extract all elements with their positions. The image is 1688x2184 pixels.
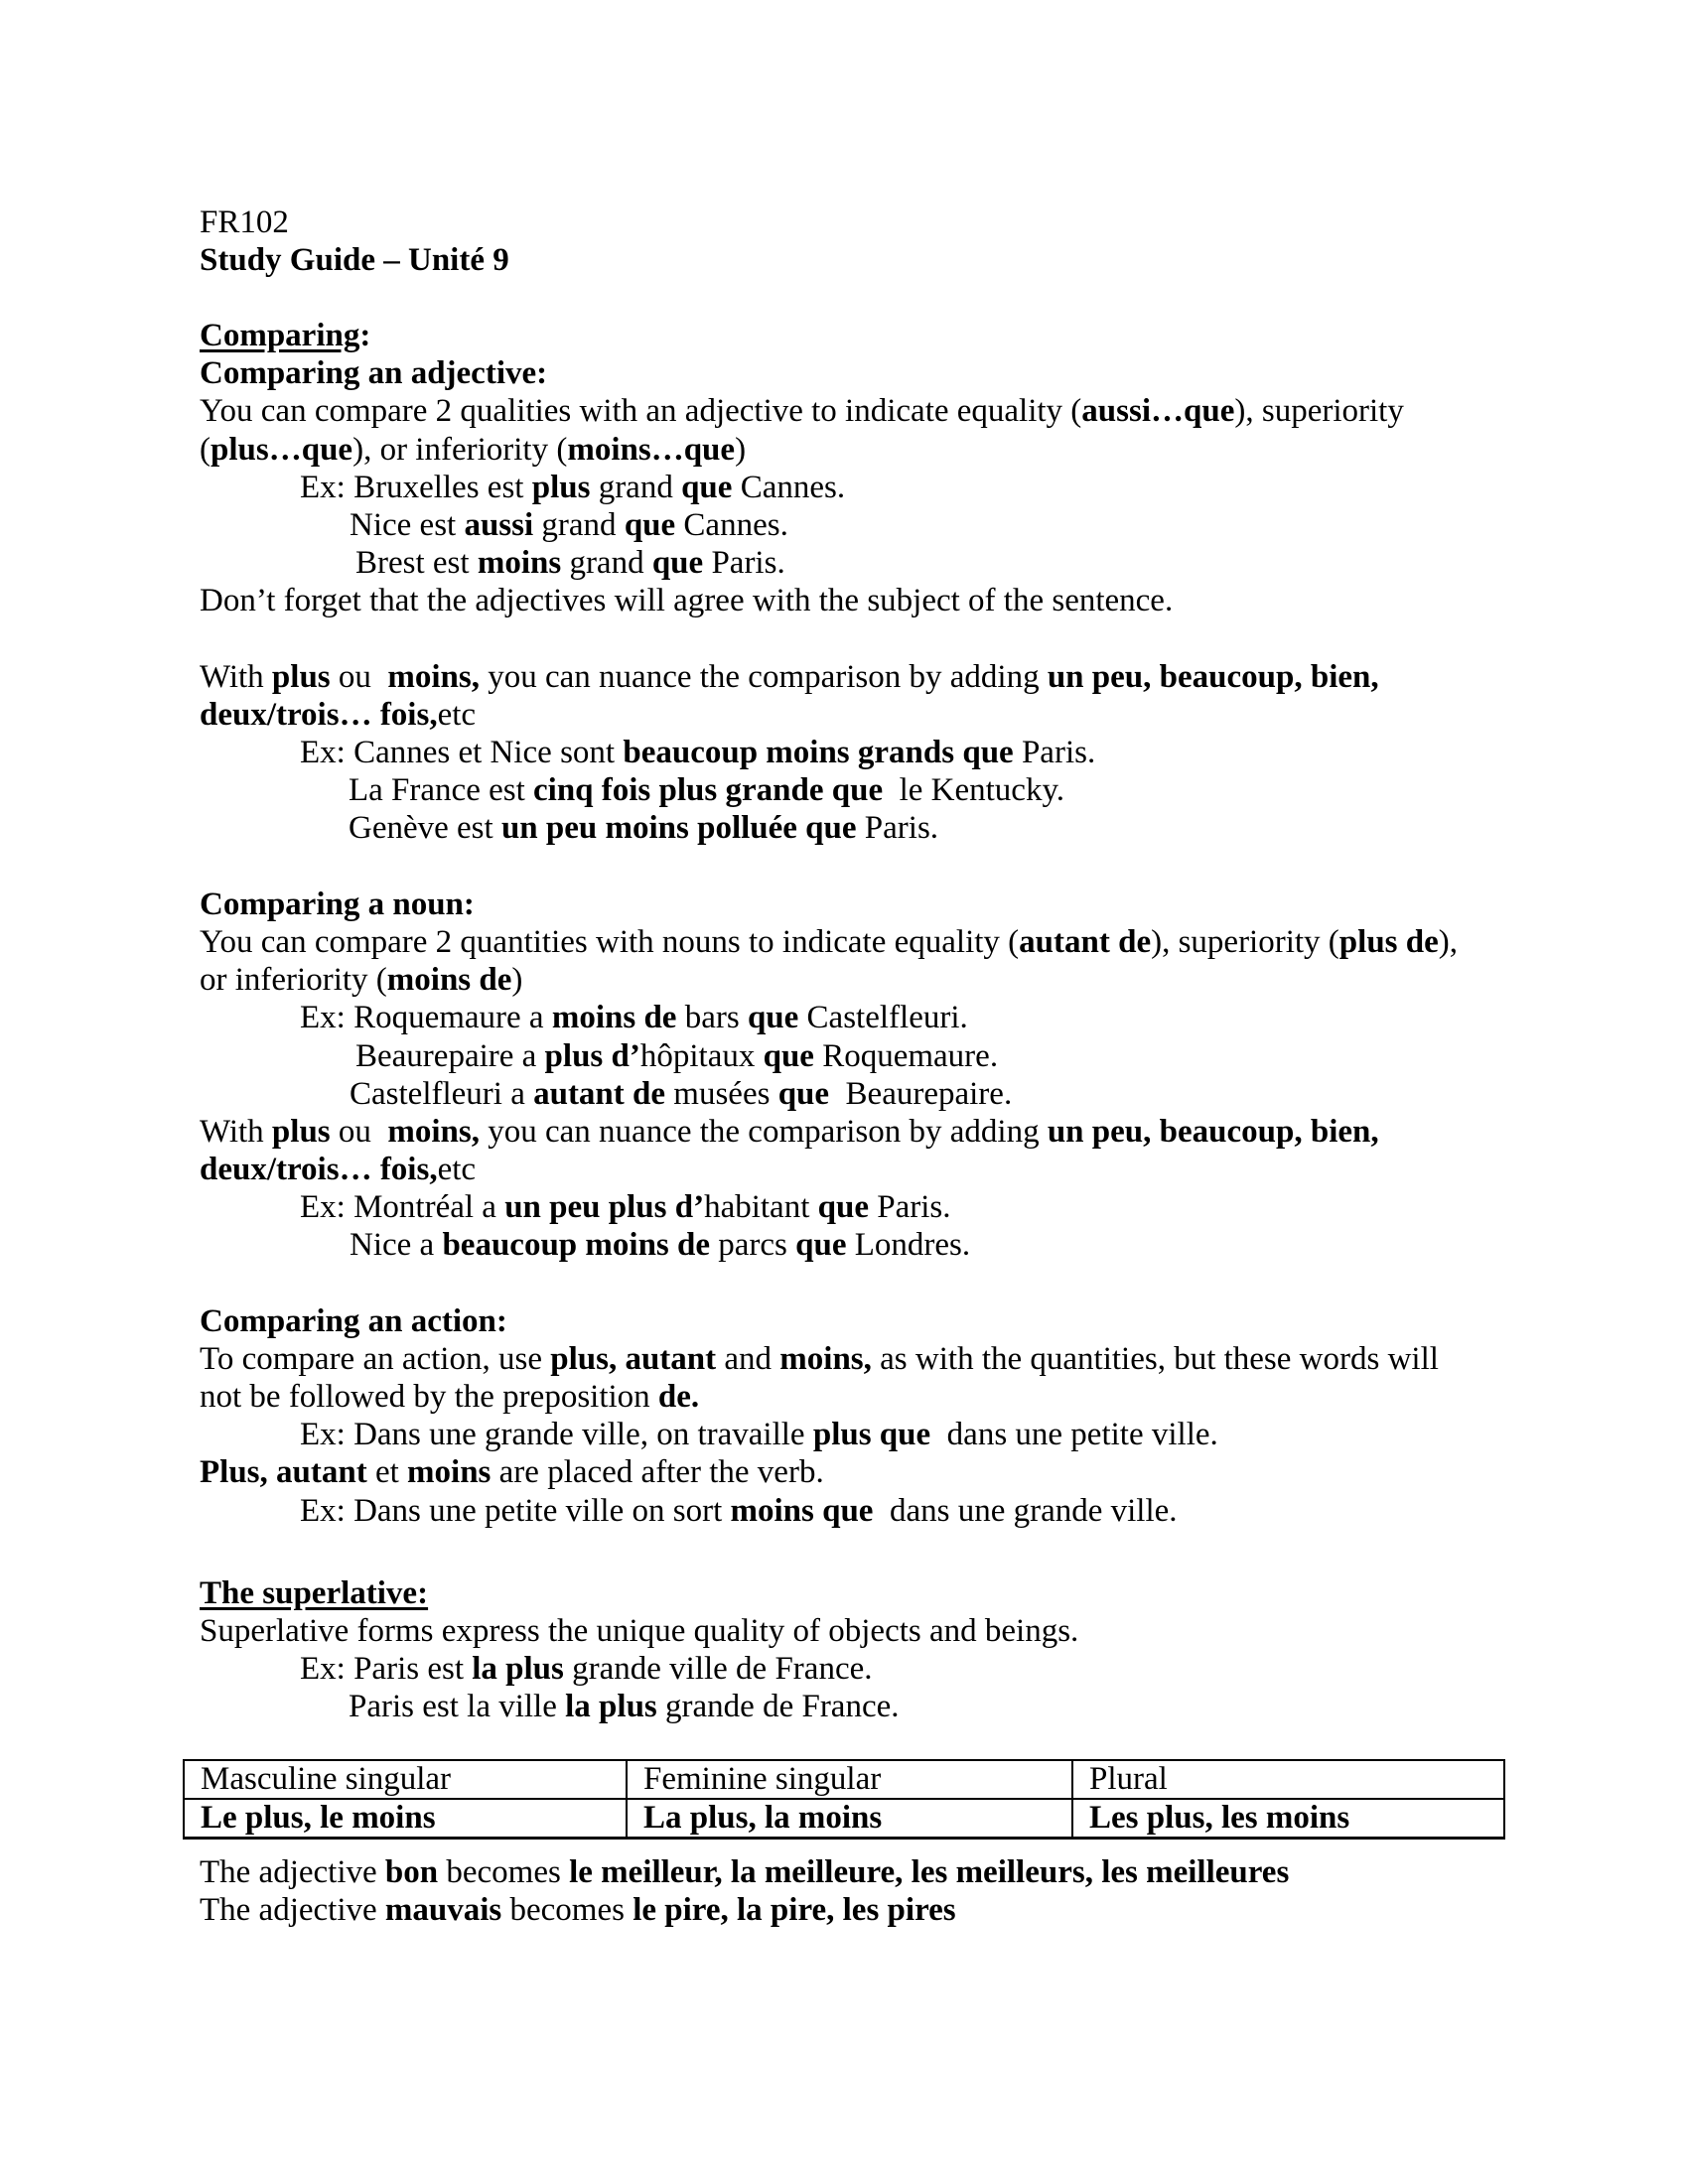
text: Ex: Dans une petite ville on sort [300,1493,731,1529]
noun-intro-1 [200,923,1458,961]
bold-text: beaucoup moins de [442,1227,711,1263]
bold-text: de. [657,1379,700,1415]
bon-note [200,1853,1289,1891]
text: dans une grande ville. [873,1493,1178,1529]
adj-intro-1 [200,392,1404,430]
text: et [366,1454,408,1490]
text: ( [200,432,211,468]
adj-nuance-ex-1 [300,734,1095,771]
adj-nuance-ex-2 [349,771,1064,809]
bold-text: Comparing an adjective: [200,355,548,391]
bold-text: un peu, beaucoup, bien, [1047,659,1379,695]
action-ex-2 [300,1492,1178,1530]
bold-text: mauvais [384,1892,502,1928]
section-superlative [200,1574,428,1612]
text: ), superiority [1234,393,1404,429]
table-header-masculine: Masculine singular [184,1760,627,1799]
bold-text: plus, autant [550,1341,717,1377]
bold-text: que [747,1000,799,1035]
heading-noun [200,886,475,923]
text: Paris. [868,1189,951,1225]
noun-nuance-2 [200,1151,476,1188]
heading-adjective [200,354,547,392]
text: hôpitaux [639,1038,764,1074]
noun-intro-2 [200,961,522,999]
text: Don’t forget that the adjectives will agree with the subject of the sentence. [200,583,1174,618]
bold-text: plus de [1338,924,1439,960]
adj-ex-1 [300,469,845,506]
noun-ex-2 [355,1037,998,1075]
bold-text: la plus [565,1689,657,1724]
table-header-plural: Plural [1072,1760,1504,1799]
text: are placed after the verb. [491,1454,824,1490]
bold-text: que [777,1076,830,1112]
bold-text: moins de [386,962,512,998]
text: etc [437,697,477,733]
text: Ex: Paris est [300,1651,473,1687]
bold-text: deux/trois… fois, [200,1152,438,1187]
section-comparing [200,317,370,354]
text: grande ville de France. [563,1651,873,1687]
mauvais-note [200,1891,956,1929]
text: or inferiority ( [200,962,387,998]
text: etc [437,1152,477,1187]
text: La France est [349,772,533,808]
text: ou [330,1114,388,1150]
text: You can compare 2 quantities with nouns to indicate equality ( [200,924,1020,960]
superlative-forms-table [183,1759,1505,1840]
bold-text: moins, [779,1341,872,1377]
heading-action [200,1302,507,1340]
bold-text: que [763,1038,814,1074]
bold-text: Study Guide – Unité 9 [200,242,509,278]
bold-text: que [681,470,733,505]
bold-text: moins que [730,1493,874,1529]
text: ) [735,432,747,468]
adj-nuance-ex-3 [349,809,938,847]
action-ex-1 [300,1416,1218,1453]
text: becomes [501,1892,633,1928]
text: ), or inferiority ( [352,432,568,468]
text: ), superiority ( [1151,924,1339,960]
bold-text: un peu moins polluée que [500,810,857,846]
bold-text: The superlative: [200,1575,429,1611]
adj-note [200,582,1173,619]
text: Paris. [703,545,785,581]
text: Paris est la ville [349,1689,566,1724]
text: Roquemaure. [813,1038,999,1074]
bold-text: beaucoup moins grands que [623,735,1014,770]
text: le Kentucky. [883,772,1065,808]
bold-text: cinq fois plus grande que [533,772,884,808]
text: ), [1438,924,1459,960]
table-header-feminine: Feminine singular [627,1760,1072,1799]
adj-nuance-1 [200,658,1379,696]
text: You can compare 2 qualities with an adjective to indicate equality ( [200,393,1082,429]
table-cell-feminine: La plus, la moins [627,1799,1072,1839]
text: Ex: Bruxelles est [300,470,532,505]
noun-ex-3 [350,1075,1012,1113]
superlative-ex-1 [300,1650,873,1688]
action-note [200,1453,824,1491]
bold-text: que [651,545,704,581]
text: and [716,1341,780,1377]
bold-text: moins, [387,1114,480,1150]
action-intro-1 [200,1340,1439,1378]
text: Ex: Roquemaure a [300,1000,552,1035]
text: The adjective [200,1892,385,1928]
noun-nuance-1 [200,1113,1379,1151]
text: ) [511,962,523,998]
bold-text: le meilleur, la meilleure, les meilleurs, les meilleures [569,1854,1290,1890]
text: With [200,1114,272,1150]
text: ou [330,659,388,695]
text: Nice est [350,507,465,543]
bold-text: un peu plus d’ [504,1189,705,1225]
bold-text: aussi…que [1081,393,1235,429]
text: becomes [438,1854,570,1890]
doc-title [200,241,509,279]
text: grand [590,470,682,505]
bold-text: Comparing [200,318,360,353]
text: parcs [710,1227,796,1263]
text: Cannes. [732,470,846,505]
text: Beaurepaire. [829,1076,1013,1112]
bold-text: que [817,1189,869,1225]
noun-nuance-ex-1 [300,1188,950,1226]
text: Castelfleuri. [798,1000,968,1035]
bold-text: moins de [551,1000,677,1035]
bold-text: Comparing an action: [200,1303,507,1339]
noun-ex-1 [300,999,968,1036]
text: Paris. [856,810,939,846]
adj-ex-3 [355,544,785,582]
bold-text: plus d’ [544,1038,640,1074]
bold-text: : [359,318,371,353]
text: bars [676,1000,748,1035]
text: Ex: Montréal a [300,1189,505,1225]
text: Castelfleuri a [350,1076,534,1112]
bold-text: Comparing a noun: [200,887,475,922]
bold-text: autant de [533,1076,666,1112]
table-cell-masculine: Le plus, le moins [184,1799,627,1839]
text: Genève est [349,810,501,846]
action-intro-2 [200,1378,699,1416]
table-cell-plural: Les plus, les moins [1072,1799,1504,1839]
table-header-row [184,1760,1504,1799]
bold-text: Plus, autant [200,1454,367,1490]
text: Paris. [1013,735,1096,770]
text: grand [561,545,652,581]
noun-nuance-ex-2 [350,1226,970,1264]
text: you can nuance the comparison by adding [480,659,1048,695]
course-code [200,204,289,241]
text: FR102 [200,205,289,240]
bold-text: moins [407,1454,492,1490]
text: grande de France. [656,1689,900,1724]
bold-text: un peu, beaucoup, bien, [1047,1114,1379,1150]
bold-text: que [795,1227,847,1263]
text: Beaurepaire a [355,1038,545,1074]
bold-text: moins, [387,659,480,695]
adj-intro-2 [200,431,746,469]
text: Ex: Dans une grande ville, on travaille [300,1417,813,1452]
text: grand [533,507,625,543]
superlative-ex-2 [349,1688,900,1725]
text: you can nuance the comparison by adding [480,1114,1048,1150]
text: Brest est [355,545,478,581]
text: To compare an action, use [200,1341,551,1377]
bold-text: que [624,507,676,543]
bold-text: plus que [812,1417,931,1452]
text: Cannes. [675,507,788,543]
bold-text: moins [477,545,562,581]
text: Superlative forms express the unique quality of objects and beings. [200,1613,1079,1649]
text: Ex: Cannes et Nice sont [300,735,624,770]
text: musées [665,1076,778,1112]
text: Nice a [350,1227,443,1263]
table-row [184,1799,1504,1839]
bold-text: aussi [464,507,534,543]
text: dans une petite ville. [930,1417,1218,1452]
superlative-intro [200,1612,1078,1650]
adj-ex-2 [350,506,788,544]
adj-nuance-2 [200,696,476,734]
bold-text: autant de [1019,924,1152,960]
bold-text: le pire, la pire, les pires [633,1892,956,1928]
bold-text: plus [271,659,331,695]
text: not be followed by the preposition [200,1379,658,1415]
text: The adjective [200,1854,385,1890]
bold-text: la plus [472,1651,564,1687]
bold-text: plus [531,470,591,505]
bold-text: deux/trois… fois, [200,697,438,733]
bold-text: plus…que [211,432,353,468]
text: With [200,659,272,695]
text: habitant [704,1189,818,1225]
bold-text: bon [384,1854,439,1890]
text: Londres. [846,1227,971,1263]
bold-text: moins…que [567,432,736,468]
bold-text: plus [271,1114,331,1150]
text: as with the quantities, but these words will [871,1341,1439,1377]
